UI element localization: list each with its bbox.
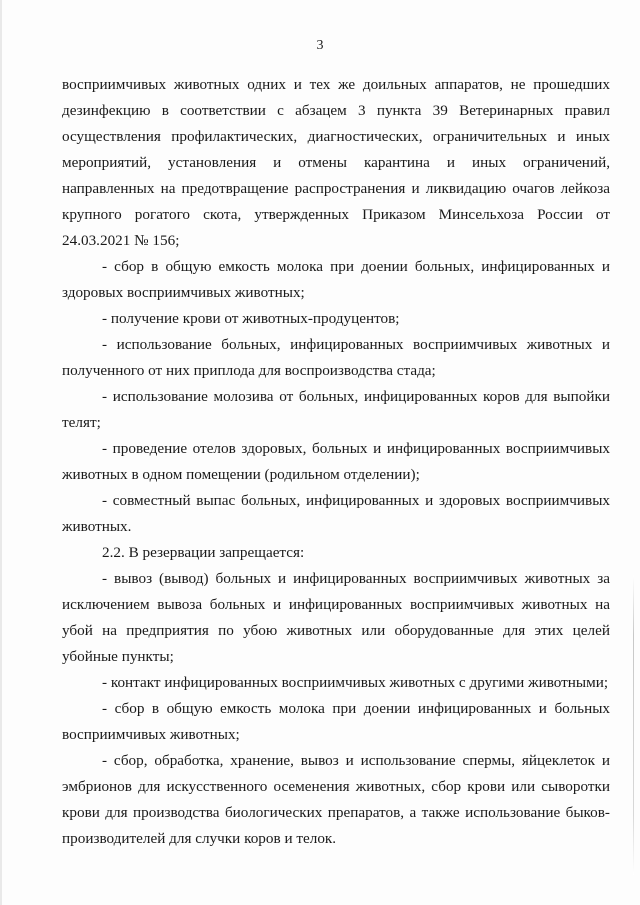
- page-number: 3: [316, 38, 324, 53]
- list-item-milk-collection: - сбор в общую емкость молока при доении больных, инфицированных и здоровых восприимчивых животных;: [62, 258, 610, 301]
- scan-edge-shadow: [0, 0, 2, 905]
- list-item-colostrum: - использование молозива от больных, инфицированных коров для выпойки телят;: [62, 388, 610, 431]
- scan-edge-mark: [633, 575, 634, 875]
- list-item-genetic-material: - сбор, обработка, хранение, вывоз и использование спермы, яйцеклеток и эмбрионов для искусственного осеменения животных, сбор крови или сыворотки крови для производства биологических препаратов, а также использование быков-производителей для случки коров и телок.: [62, 752, 610, 847]
- list-item-herd-reproduction: - использование больных, инфицированных восприимчивых животных и полученного от них приплода для воспроизводства стада;: [62, 336, 610, 379]
- list-item-calving: - проведение отелов здоровых, больных и инфицированных восприимчивых животных в одном помещении (родильном отделении);: [62, 440, 610, 483]
- list-item-milk-collection-reservation: - сбор в общую емкость молока при доении инфицированных и больных восприимчивых животных;: [62, 700, 610, 743]
- list-item-export-animals: - вывоз (вывод) больных и инфицированных восприимчивых животных за исключением вывоза больных и инфицированных восприимчивых животных на убой на предприятия по убою животных или оборудованные для этих целей убойные пункты;: [62, 570, 610, 665]
- list-item-contact: - контакт инфицированных восприимчивых животных с другими животными;: [102, 674, 609, 691]
- list-item-blood-from-producers: - получение крови от животных-продуцентов;: [102, 310, 400, 327]
- document-body: [62, 72, 610, 852]
- section-heading-2-2: 2.2. В резервации запрещается:: [102, 544, 305, 561]
- list-item-joint-grazing: - совместный выпас больных, инфицированных и здоровых восприимчивых животных.: [62, 492, 610, 535]
- paragraph-continuation: восприимчивых животных одних и тех же доильных аппаратов, не прошедших дезинфекцию в соответствии с абзацем 3 пункта 39 Ветеринарных правил осуществления профилактических, диагностических, ограничительных и иных мероприятий, установления и отмены карантина и иных ограничений, направленных на предотвращение распространения и ликвидацию очагов лейкоза крупного рогатого скота, утвержденных Приказом Минсельхоза России от 24.03.2021 № 156;: [62, 76, 610, 249]
